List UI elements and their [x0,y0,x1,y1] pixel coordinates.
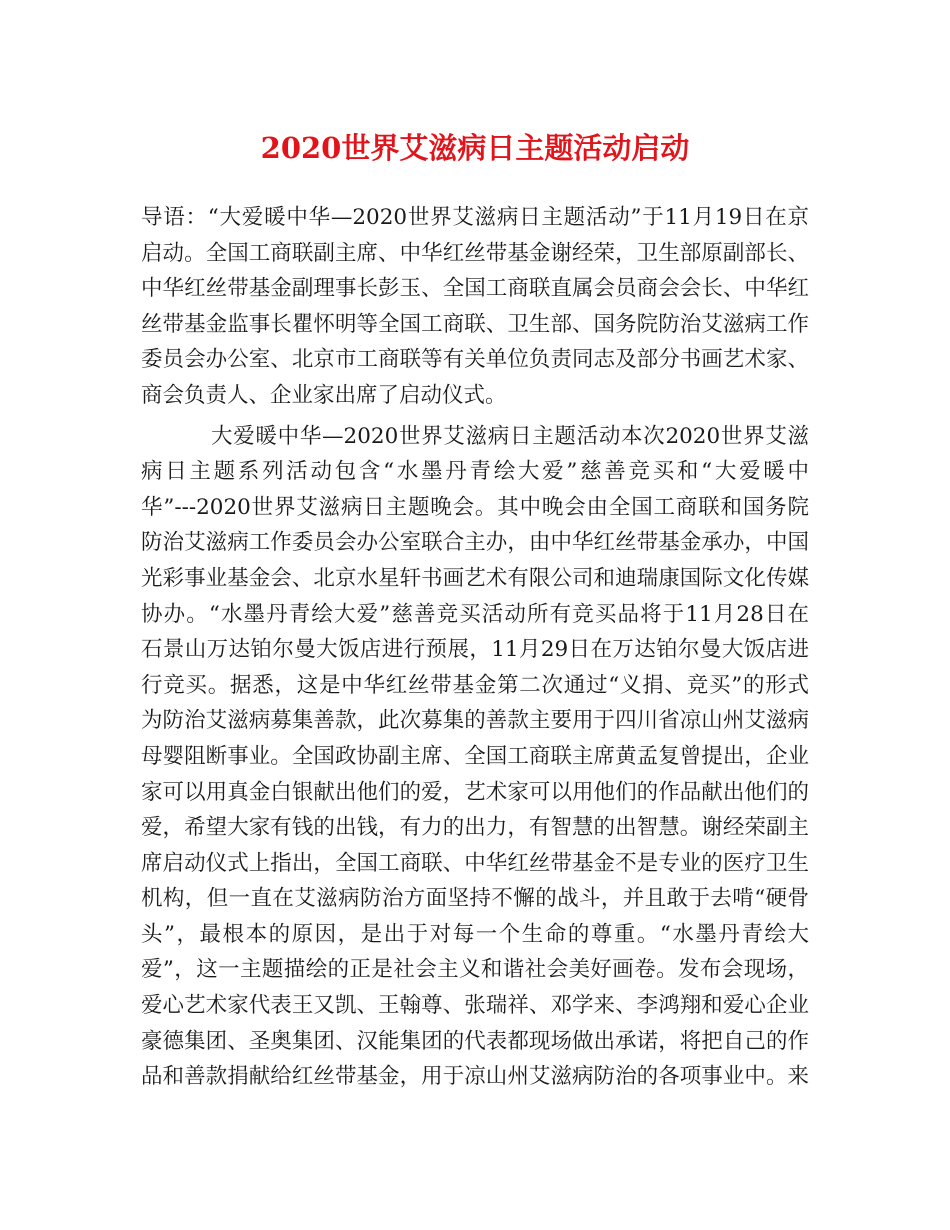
paragraph-line: 爱心艺术家代表王又凯、王翰尊、张瑞祥、邓学来、李鸿翔和爱心企业 [141,993,809,1019]
paragraph-line: 启动。全国工商联副主席、中华红丝带基金谢经荣，卫生部原副部长、 [141,240,809,266]
paragraph-line: 行竞买。据悉，这是中华红丝带基金第二次通过“义捐、竞买”的形式 [141,672,809,698]
paragraph [141,200,809,414]
document-title: 2020世界艾滋病日主题活动启动 [260,131,690,165]
paragraph-line: 病日主题系列活动包含“水墨丹青绘大爱”慈善竞买和“大爱暖中 [141,459,809,485]
paragraph [141,419,809,1095]
paragraph-line: 大爱暖中华—2020世界艾滋病日主题活动本次2020世界艾滋 [211,423,809,449]
paragraph-line: 商会负责人、企业家出席了启动仪式。 [141,382,507,408]
paragraph-line: 头”，最根本的原因，是出于对每一个生命的尊重。“水墨丹青绘大 [141,921,809,947]
paragraph-line: 机构，但一直在艾滋病防治方面坚持不懈的战斗，并且敢于去啃“硬骨 [141,886,809,912]
paragraph-line: 防治艾滋病工作委员会办公室联合主办，由中华红丝带基金承办，中国 [141,530,809,556]
paragraph-line: 丝带基金监事长瞿怀明等全国工商联、卫生部、国务院防治艾滋病工作 [141,311,809,337]
paragraph-line: 导语：“大爱暖中华—2020世界艾滋病日主题活动”于11月19日在京 [141,205,809,230]
paragraph-line: 石景山万达铂尔曼大饭店进行预展，11月29日在万达铂尔曼大饭店进 [141,637,809,663]
paragraph-line: 席启动仪式上指出，全国工商联、中华红丝带基金不是专业的医疗卫生 [141,850,809,876]
paragraph-line: 中华红丝带基金副理事长彭玉、全国工商联直属会员商会会长、中华红 [141,276,809,302]
paragraph-line: 委员会办公室、北京市工商联等有关单位负责同志及部分书画艺术家、 [141,347,809,373]
paragraph-line: 爱”，这一主题描绘的正是社会主义和谐社会美好画卷。发布会现场， [141,957,809,983]
paragraph-line: 华”---2020世界艾滋病日主题晚会。其中晚会由全国工商联和国务院 [141,494,809,520]
paragraph-line: 爱，希望大家有钱的出钱，有力的出力，有智慧的出智慧。谢经荣副主 [141,815,809,841]
paragraph-line: 豪德集团、圣奥集团、汉能集团的代表都现场做出承诺，将把自己的作 [141,1028,809,1054]
paragraph-line: 为防治艾滋病募集善款，此次募集的善款主要用于四川省凉山州艾滋病 [141,708,809,734]
paragraph-line: 光彩事业基金会、北京水星轩书画艺术有限公司和迪瑞康国际文化传媒 [141,565,809,591]
paragraph-line: 品和善款捐献给红丝带基金，用于凉山州艾滋病防治的各项事业中。来 [141,1064,809,1090]
document-body [141,200,809,1095]
paragraph-line: 母婴阻断事业。全国政协副主席、全国工商联主席黄孟复曾提出，企业 [141,743,809,769]
paragraph-line: 家可以用真金白银献出他们的爱，艺术家可以用他们的作品献出他们的 [141,779,809,805]
paragraph-line: 协办。“水墨丹青绘大爱”慈善竞买活动所有竞买品将于11月28日在 [141,601,809,627]
